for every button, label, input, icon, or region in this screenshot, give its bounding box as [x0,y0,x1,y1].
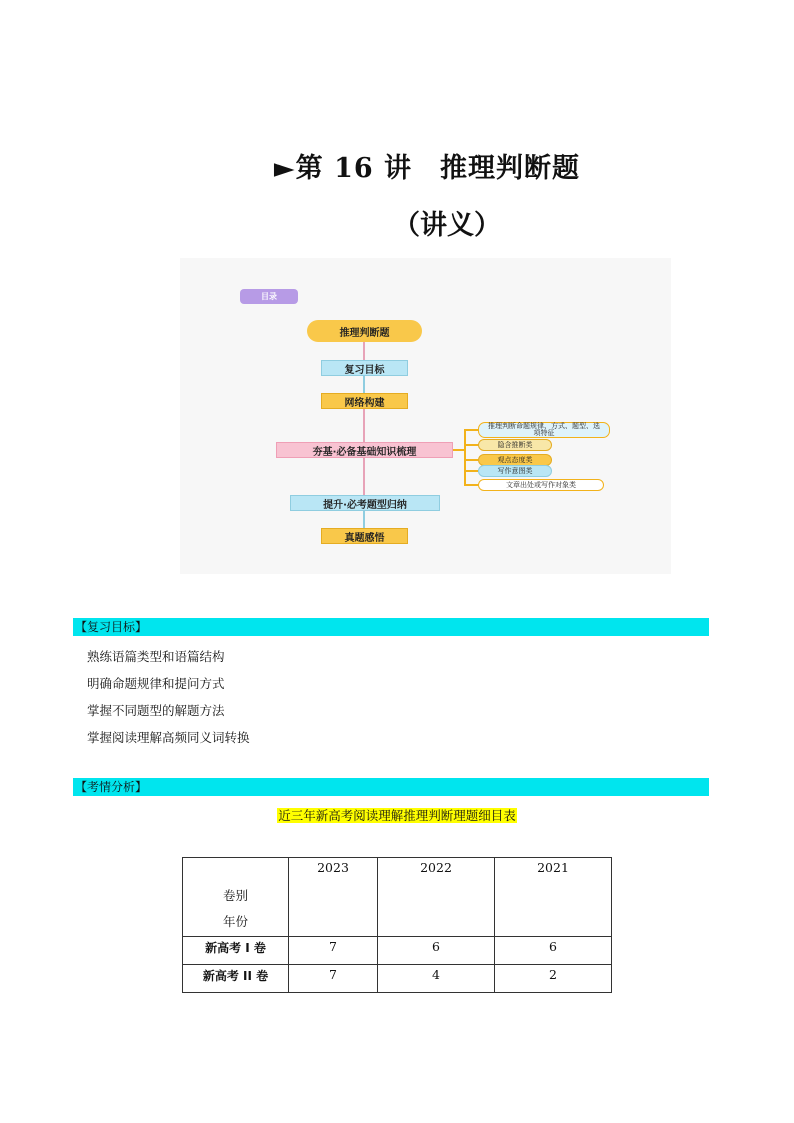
stats-table [182,857,612,993]
leaf-implied: 隐含推断类 [478,439,552,451]
node-foundation: 夯基·必备基础知识梳理 [276,442,453,458]
node-review-goals: 复习目标 [321,360,408,376]
toc-label: 目录 [240,289,298,304]
table-cell: 7 [289,965,378,993]
connector [464,429,466,485]
node-network: 网络构建 [321,393,408,409]
mind-map-diagram [180,258,671,574]
connector [464,484,478,486]
connector [464,470,478,472]
table-caption: 近三年新高考阅读理解推理判断理题细目表 [278,808,516,823]
leaf-source: 文章出处或写作对象类 [478,479,604,491]
year-header: 2023 [289,858,378,937]
page-subtitle: （讲义） [393,210,501,241]
table-cell: 2 [495,965,612,993]
section-heading-review: 【复习目标】 [73,618,709,636]
goal-item: 掌握不同题型的解题方法 [87,703,225,718]
section-heading-analysis: 【考情分析】 [73,778,709,796]
connector [363,342,365,360]
leaf-purpose: 写作意图类 [478,465,552,477]
table-cell: 4 [378,965,495,993]
goal-item: 熟练语篇类型和语篇结构 [87,649,225,664]
table-row [183,965,612,993]
connector [464,459,478,461]
diagram-root: 推理判断题 [307,320,422,342]
connector [363,458,365,495]
table-cell: 6 [378,937,495,965]
row-label: 新高考 I 卷 [183,937,289,965]
table-cell: 6 [495,937,612,965]
table-corner-cell: 卷别 年份 [183,858,289,937]
goal-item: 明确命题规律和提问方式 [87,676,225,691]
node-real-questions: 真题感悟 [321,528,408,544]
connector [363,511,365,528]
connector [363,409,365,442]
year-header: 2021 [495,858,612,937]
node-improvement: 提升·必考题型归纳 [290,495,440,511]
goal-item: 掌握阅读理解高频同义词转换 [87,730,250,745]
table-cell: 7 [289,937,378,965]
connector [464,444,478,446]
year-header: 2022 [378,858,495,937]
table-row [183,937,612,965]
leaf-attitude: 观点态度类 [478,454,552,466]
row-label: 新高考 II 卷 [183,965,289,993]
table-header-row [183,858,612,937]
connector [363,376,365,393]
connector [464,429,478,431]
page-title: ►第 16 讲 推理判断题 [273,153,581,184]
leaf-rules: 推理判断命题规律、方式、题型、选项特征 [478,422,610,438]
